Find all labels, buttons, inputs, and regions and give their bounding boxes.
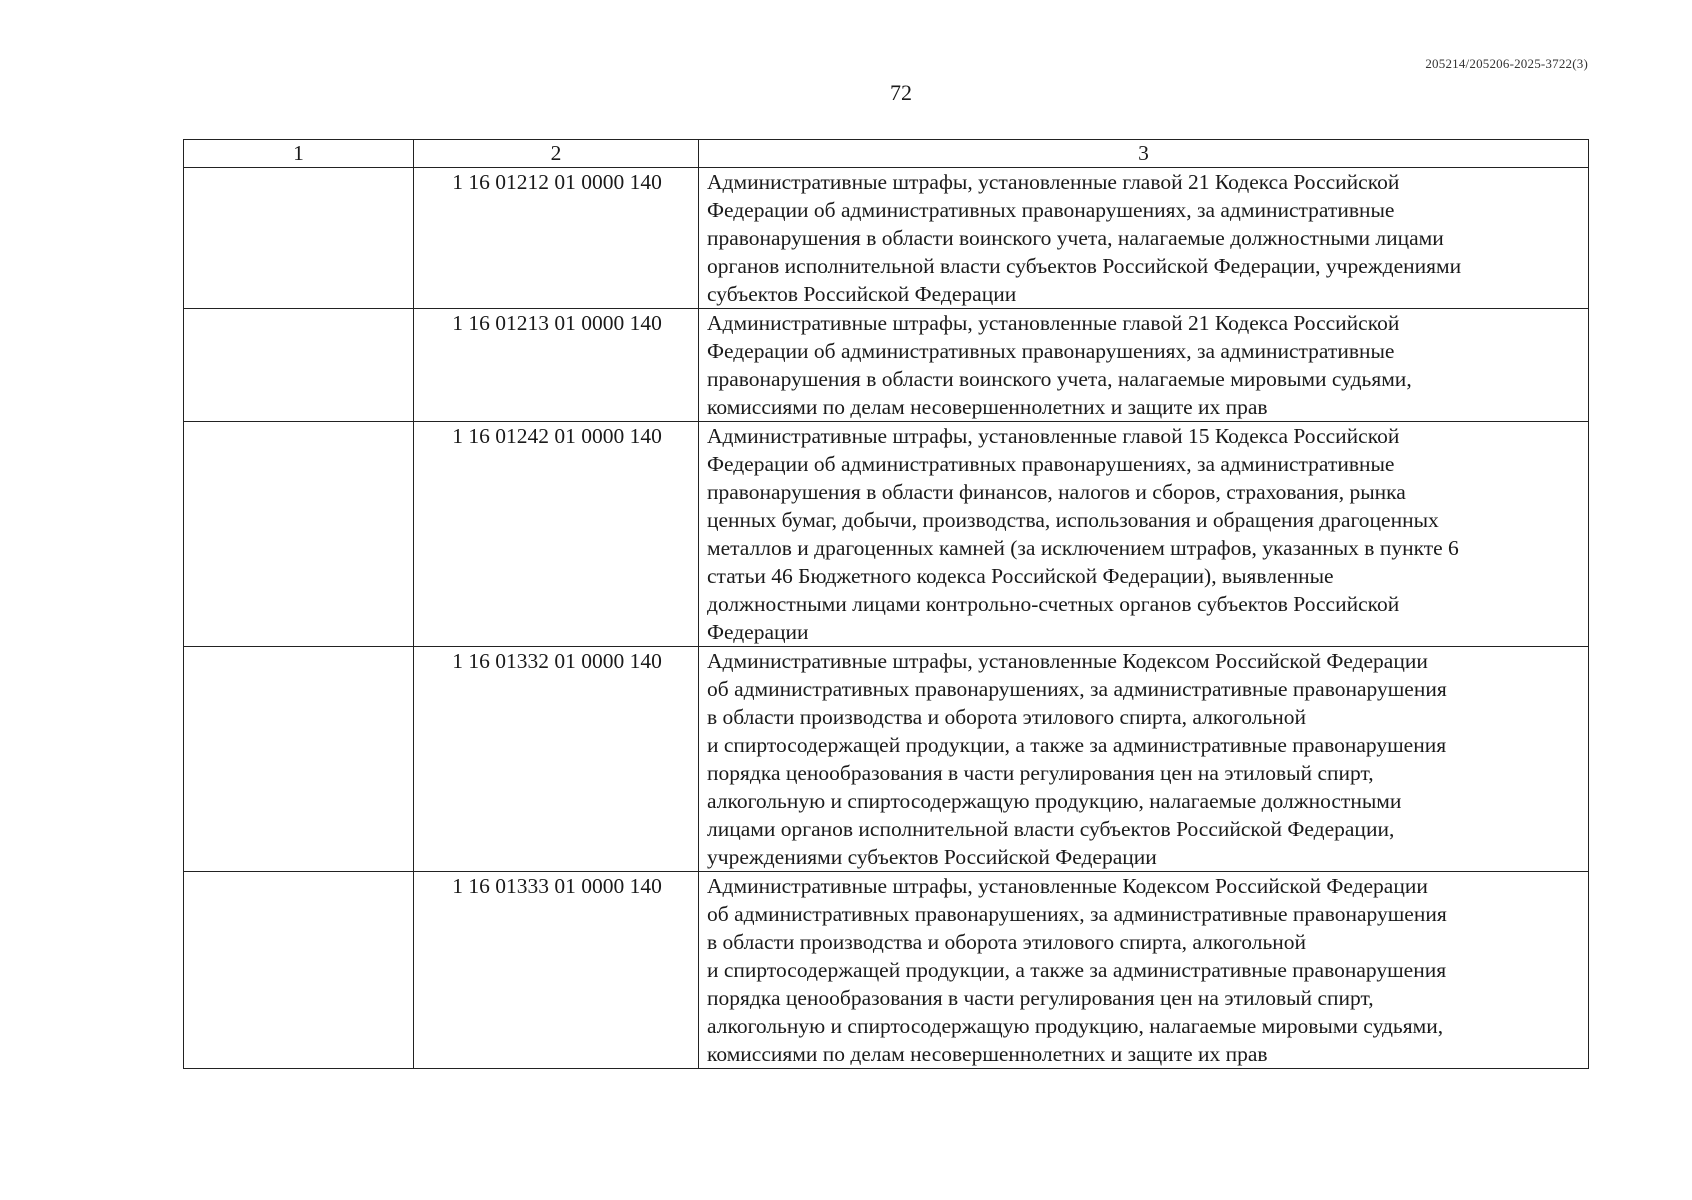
description-line: Административные штрафы, установленные Кодексом Российской Федерации [707, 874, 1428, 898]
description-line: комиссиями по делам несовершеннолетних и защите их прав [707, 395, 1268, 419]
page-number: 72 [890, 80, 912, 105]
description-line: об административных правонарушениях, за административные правонарушения [707, 902, 1447, 926]
budget-code-cell: 1 16 01333 01 0000 140 [414, 872, 699, 1069]
description-line: должностными лицами контрольно-счетных органов субъектов Российской [707, 592, 1400, 616]
description-line: Федерации об административных правонарушениях, за административные [707, 339, 1395, 363]
description-line: Федерации об административных правонарушениях, за административные [707, 198, 1395, 222]
description-line: органов исполнительной власти субъектов Российской Федерации, учреждениями [707, 254, 1462, 278]
table-row [184, 168, 1589, 309]
table-row [184, 872, 1589, 1069]
table-row [184, 422, 1589, 647]
description-line: ценных бумаг, добычи, производства, использования и обращения драгоценных [707, 508, 1439, 532]
description-line: статьи 46 Бюджетного кодекса Российской Федерации), выявленные [707, 564, 1334, 588]
description-cell [699, 309, 1589, 422]
description-line: Административные штрафы, установленные главой 21 Кодекса Российской [707, 170, 1400, 194]
description-line: в области производства и оборота этилового спирта, алкогольной [707, 930, 1307, 954]
description-cell [699, 872, 1589, 1069]
row-col1-cell [184, 872, 414, 1069]
row-col1-cell [184, 168, 414, 309]
description-line: правонарушения в области воинского учета, налагаемые мировыми судьями, [707, 367, 1412, 391]
table-row [184, 309, 1589, 422]
description-line: металлов и драгоценных камней (за исключением штрафов, указанных в пункте 6 [707, 536, 1459, 560]
description-line: Федерации об административных правонарушениях, за административные [707, 452, 1395, 476]
table-container [183, 139, 1589, 1069]
description-line: Административные штрафы, установленные главой 15 Кодекса Российской [707, 424, 1400, 448]
table-row [184, 647, 1589, 872]
description-line: и спиртосодержащей продукции, а также за административные правонарушения [707, 958, 1447, 982]
column-header-1: 1 [184, 140, 414, 168]
description-line: лицами органов исполнительной власти субъектов Российской Федерации, [707, 817, 1395, 841]
description-cell [699, 422, 1589, 647]
column-header-2: 2 [414, 140, 699, 168]
description-line: правонарушения в области финансов, налогов и сборов, страхования, рынка [707, 480, 1406, 504]
description-line: субъектов Российской Федерации [707, 282, 1017, 306]
budget-code-cell: 1 16 01213 01 0000 140 [414, 309, 699, 422]
description-line: комиссиями по делам несовершеннолетних и защите их прав [707, 1042, 1268, 1066]
description-line: Административные штрафы, установленные Кодексом Российской Федерации [707, 649, 1428, 673]
description-line: правонарушения в области воинского учета, налагаемые должностными лицами [707, 226, 1444, 250]
header-row [184, 140, 1589, 168]
description-line: в области производства и оборота этилового спирта, алкогольной [707, 705, 1307, 729]
table-body [184, 168, 1589, 1069]
document-id: 205214/205206-2025-3722(3) [1425, 56, 1588, 71]
description-line: Федерации [707, 620, 809, 644]
column-header-3: 3 [699, 140, 1589, 168]
description-cell [699, 168, 1589, 309]
description-line: и спиртосодержащей продукции, а также за административные правонарушения [707, 733, 1447, 757]
description-line: учреждениями субъектов Российской Федерации [707, 845, 1157, 869]
description-cell [699, 647, 1589, 872]
budget-code-cell: 1 16 01242 01 0000 140 [414, 422, 699, 647]
revenue-codes-table [183, 139, 1589, 1069]
budget-code-cell: 1 16 01212 01 0000 140 [414, 168, 699, 309]
description-line: порядка ценообразования в части регулирования цен на этиловый спирт, [707, 986, 1374, 1010]
description-line: об административных правонарушениях, за административные правонарушения [707, 677, 1447, 701]
description-line: порядка ценообразования в части регулирования цен на этиловый спирт, [707, 761, 1374, 785]
row-col1-cell [184, 647, 414, 872]
row-col1-cell [184, 422, 414, 647]
budget-code-cell: 1 16 01332 01 0000 140 [414, 647, 699, 872]
description-line: алкогольную и спиртосодержащую продукцию, налагаемые должностными [707, 789, 1402, 813]
description-line: алкогольную и спиртосодержащую продукцию, налагаемые мировыми судьями, [707, 1014, 1444, 1038]
description-line: Административные штрафы, установленные главой 21 Кодекса Российской [707, 311, 1400, 335]
row-col1-cell [184, 309, 414, 422]
